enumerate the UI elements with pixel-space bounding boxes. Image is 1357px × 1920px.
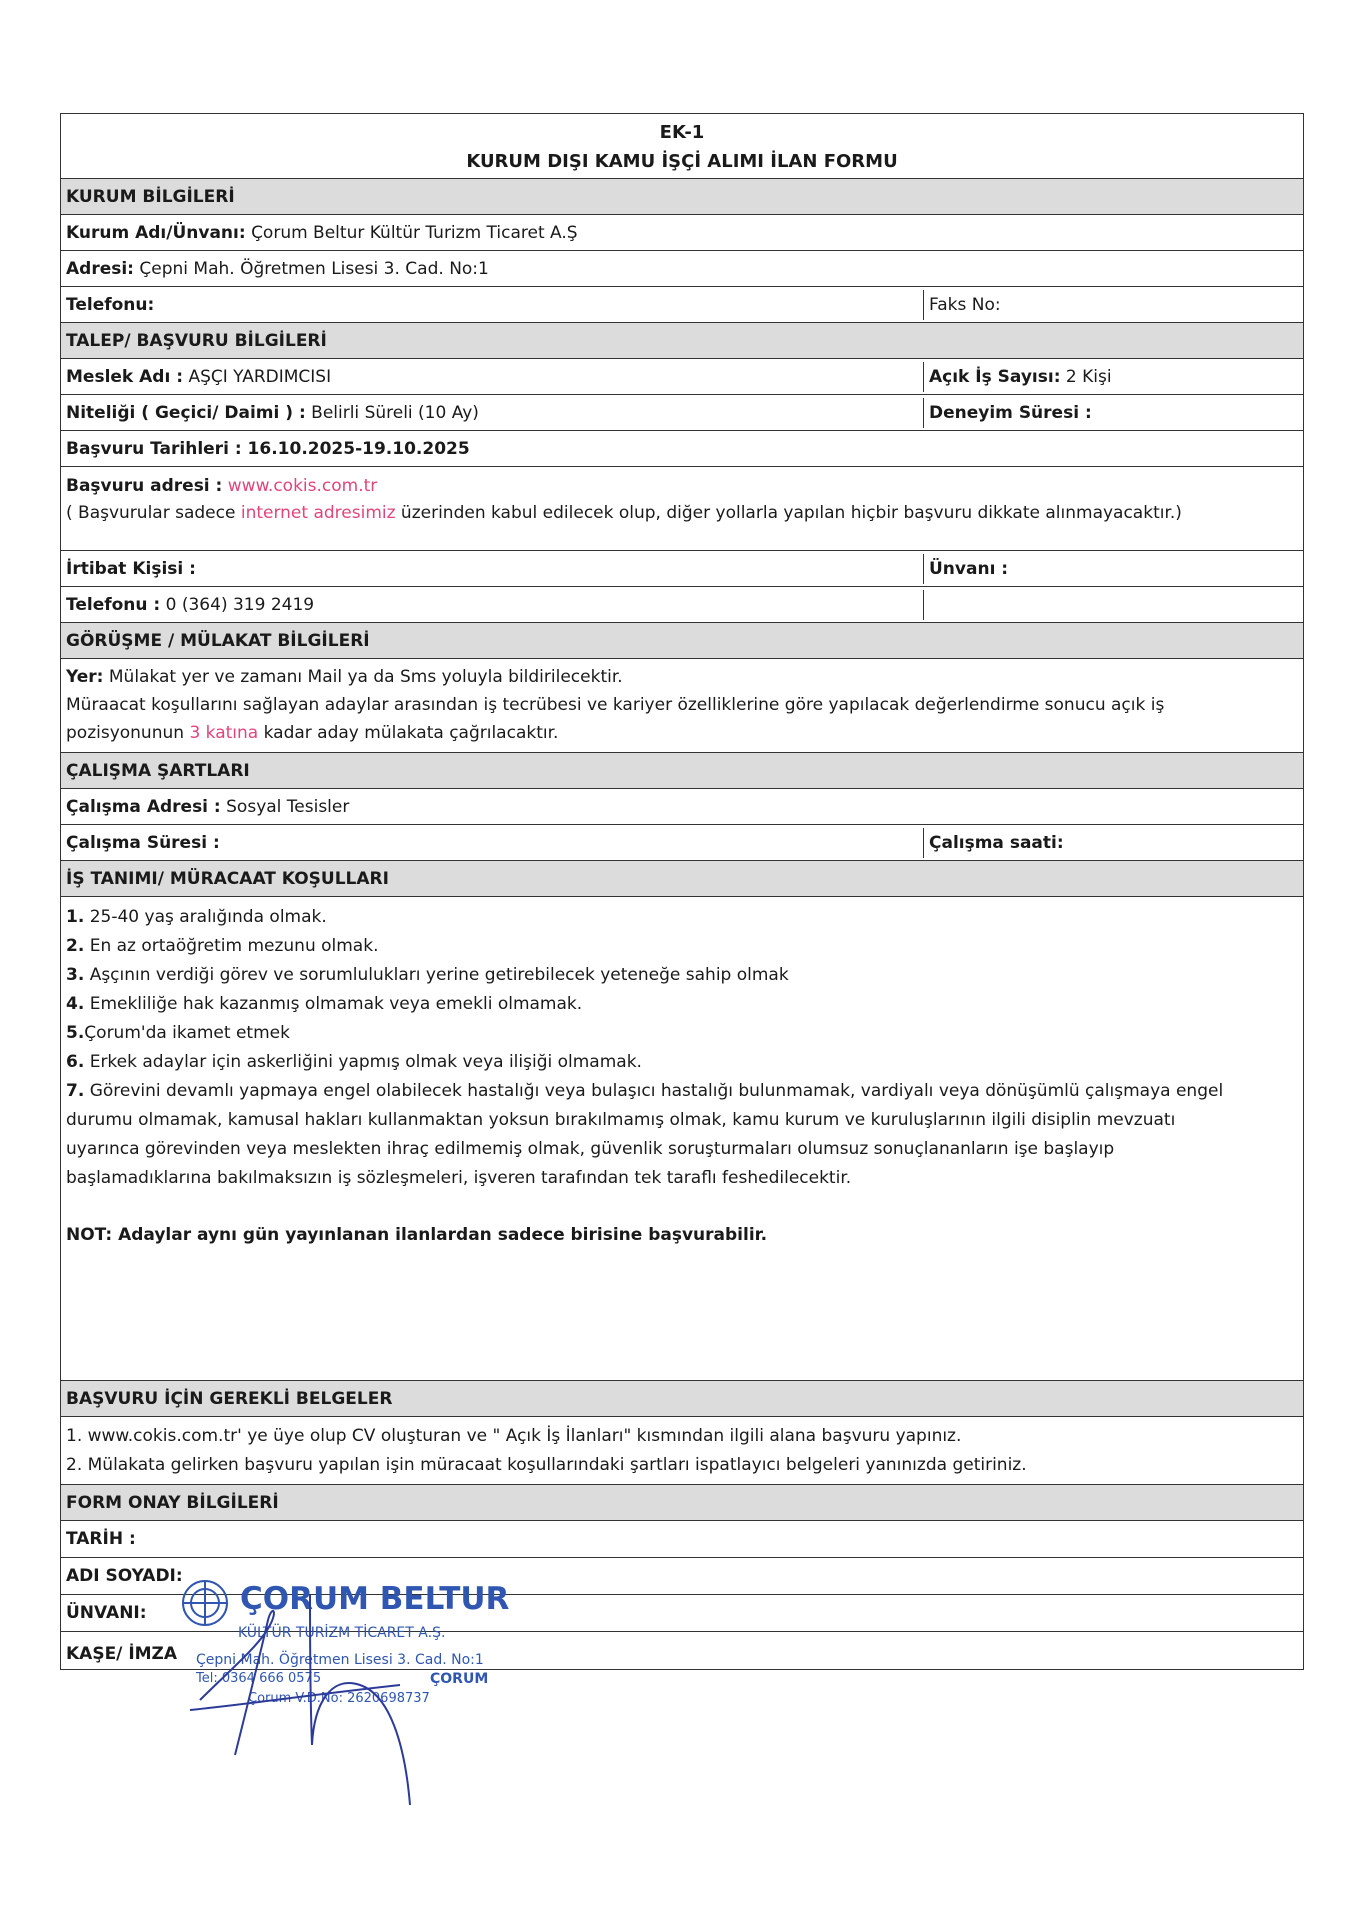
section-kurum: KURUM BİLGİLERİ (61, 179, 1303, 215)
interview-text-c: kadar aday mülakata çağrılacaktır. (258, 723, 559, 743)
work-address-label: Çalışma Adresi : (66, 796, 221, 817)
requirement-item-7-line: durumu olmamak, kamusal hakları kullanmaktan yoksun bırakılmamış olmak, kamu kurum ve kuruluşlarının ilgili disiplin mevzuatı (66, 1110, 1176, 1130)
kurum-address-value: Çepni Mah. Öğretmen Lisesi 3. Cad. No:1 (139, 258, 489, 279)
stamp-brand: ÇORUM BELTUR (240, 1581, 510, 1617)
approval-date-row (61, 1521, 1303, 1558)
trial-label: Deneyim Süresi : (929, 402, 1092, 423)
contact-row (61, 551, 1303, 587)
section-gorusme: GÖRÜŞME / MÜLAKAT BİLGİLERİ (61, 623, 1303, 659)
interview-text-b: pozisyonunun (66, 723, 190, 743)
requirements-block (61, 897, 1303, 1381)
stamp-line-3b: ÇORUM (430, 1671, 489, 1687)
section-onay: FORM ONAY BİLGİLERİ (61, 1485, 1303, 1521)
approval-name-label: ADI SOYADI: (66, 1566, 183, 1586)
approval-title-row (61, 1595, 1303, 1632)
approval-sign-row (61, 1632, 1303, 1669)
requirement-item: 3. Aşçının verdiği görev ve sorumlulukları yerine getirebilecek yeteneğe sahip olmak (66, 965, 789, 985)
work-duration-row (61, 825, 1303, 861)
dates-value: 16.10.2025-19.10.2025 (247, 438, 470, 459)
requirement-item-7: 7. Görevini devamlı yapmaya engel olabilecek hastalığı veya bulaşıcı hastalığı bulunmamak, vardiyalı veya dönüşümlü çalışmaya engel (66, 1081, 1224, 1101)
approval-name-row (61, 1558, 1303, 1595)
requirements-note: NOT: Adaylar aynı gün yayınlanan ilanlardan sadece birisine başvurabilir. (66, 1225, 768, 1245)
interview-highlight: 3 katına (189, 723, 259, 743)
section-calisma: ÇALIŞMA ŞARTLARI (61, 753, 1303, 789)
work-address-row (61, 789, 1303, 825)
documents-block (61, 1417, 1303, 1485)
place-value: Mülakat yer ve zamanı Mail ya da Sms yoluyla bildirilecektir. (108, 667, 623, 687)
stamp-line-4: Çorum V.D.No: 2620698737 (248, 1691, 430, 1706)
contact-label: İrtibat Kişisi : (66, 558, 196, 579)
approval-title-label: ÜNVANI: (66, 1603, 147, 1623)
dates-label: Başvuru Tarihleri : (66, 438, 242, 459)
contact-phone-row (61, 587, 1303, 623)
application-url-link[interactable]: www.cokis.com.tr (227, 476, 378, 496)
document-line-2: 2. Mülakata gelirken başvuru yapılan işin müracaat koşullarındaki şartları ispatlayıcı belgeleri yanınızda getiriniz. (66, 1455, 1027, 1475)
requirement-item: 5.Çorum'da ikamet etmek (66, 1023, 290, 1043)
kurum-name-value: Çorum Beltur Kültür Turizm Ticaret A.Ş (251, 222, 578, 243)
section-talep: TALEP/ BAŞVURU BİLGİLERİ (61, 323, 1303, 359)
contact-title-label: Ünvanı : (929, 558, 1009, 579)
work-hours-label: Çalışma saati: (929, 832, 1064, 853)
job-posting-form (60, 113, 1304, 1670)
stamp-line-1: KÜLTÜR TURİZM TİCARET A.Ş. (238, 1625, 446, 1641)
stamp-line-2: Çepni Mah. Öğretmen Lisesi 3. Cad. No:1 (196, 1652, 484, 1668)
requirement-item: 1. 25-40 yaş aralığında olmak. (66, 907, 327, 927)
form-heading: KURUM DIŞI KAMU İŞÇİ ALIMI İLAN FORMU (466, 151, 898, 172)
kurum-address-row (61, 251, 1303, 287)
kurum-phone-label: Telefonu: (66, 294, 155, 315)
contact-phone-label: Telefonu : (66, 594, 161, 615)
kurum-fax-label: Faks No: (929, 294, 1001, 315)
count-value: 2 Kişi (1065, 366, 1112, 387)
note-text-a: ( Başvurular sadece (66, 503, 241, 523)
interview-row (61, 659, 1303, 753)
place-label: Yer: (66, 667, 104, 687)
requirement-item: 2. En az ortaöğretim mezunu olmak. (66, 936, 379, 956)
type-value: Belirli Süreli (10 Ay) (311, 402, 479, 423)
document-line-1: 1. www.cokis.com.tr' ye üye olup CV oluşturan ve " Açık İş İlanları" kısmından ilgili alana başvuru yapınız. (66, 1426, 962, 1446)
requirement-item: 6. Erkek adaylar için askerliğini yapmış olmak veya ilişiği olmamak. (66, 1052, 642, 1072)
job-label: Meslek Adı : (66, 366, 184, 387)
application-url-row (61, 467, 1303, 551)
section-is-tanimi: İŞ TANIMI/ MÜRACAAT KOŞULLARI (61, 861, 1303, 897)
work-address-value: Sosyal Tesisler (226, 796, 350, 817)
approval-sign-label: KAŞE/ İMZA (66, 1644, 178, 1664)
type-label: Niteliği ( Geçici/ Daimi ) : (66, 402, 306, 423)
requirement-item: 4. Emekliliğe hak kazanmış olmamak veya emekli olmamak. (66, 994, 583, 1014)
url-label: Başvuru adresi : (66, 476, 223, 496)
count-label: Açık İş Sayısı: (929, 366, 1061, 387)
approval-date-label: TARİH : (66, 1529, 136, 1549)
requirement-item-7-line: başlamadıklarına bakılmaksızın iş sözleşmeleri, işveren tarafından tek taraflı feshedilecektir. (66, 1168, 852, 1188)
kurum-phone-row (61, 287, 1303, 323)
form-code: EK-1 (659, 122, 705, 143)
interview-text-a: Müraacat koşullarını sağlayan adaylar arasından iş tecrübesi ve kariyer özelliklerine göre yapılacak değerlendirme sonucu açık iş (66, 695, 1165, 715)
job-row (61, 359, 1303, 395)
contact-phone-value: 0 (364) 319 2419 (165, 594, 315, 615)
kurum-address-label: Adresi: (66, 258, 134, 279)
section-belgeler: BAŞVURU İÇİN GEREKLİ BELGELER (61, 1381, 1303, 1417)
type-row (61, 395, 1303, 431)
form-title (61, 114, 1303, 179)
note-text-b: üzerinden kabul edilecek olup, diğer yollarla yapılan hiçbir başvuru dikkate alınmayacaktır.) (395, 503, 1182, 523)
kurum-name-label: Kurum Adı/Ünvanı: (66, 222, 246, 243)
note-link[interactable]: internet adresimiz (240, 503, 396, 523)
dates-row (61, 431, 1303, 467)
job-value: AŞÇI YARDIMCISI (188, 366, 332, 387)
work-duration-label: Çalışma Süresi : (66, 832, 220, 853)
kurum-name-row (61, 215, 1303, 251)
stamp-line-3a: Tel: 0364 666 0575 (196, 1671, 322, 1686)
requirement-item-7-line: uyarınca görevinden veya meslekten ihraç edilmemiş olmak, güvenlik soruşturmaları olumsuz sonuçlananların işe başlayıp (66, 1139, 1115, 1159)
